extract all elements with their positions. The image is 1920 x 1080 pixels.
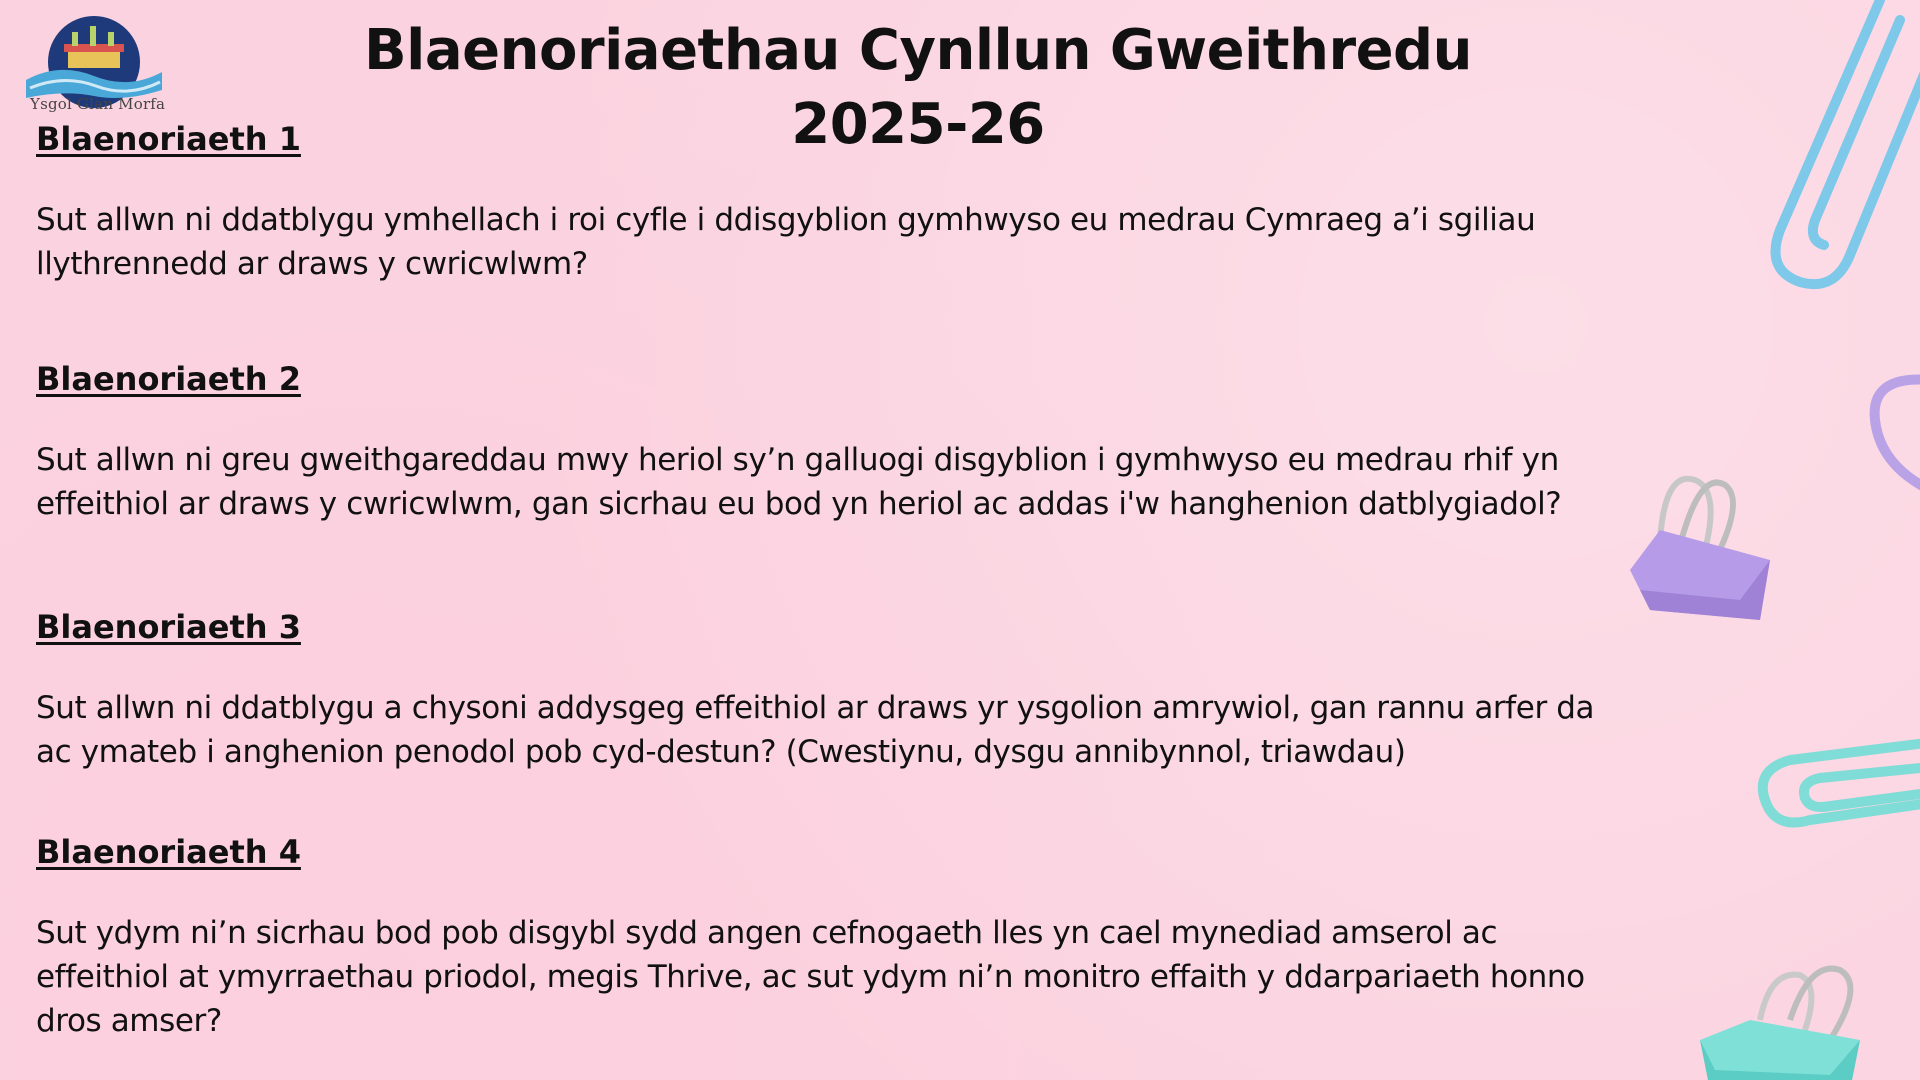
priority-section-2 xyxy=(36,360,1616,526)
priority-text: Sut allwn ni ddatblygu a chysoni addysgeg effeithiol ar draws yr ysgolion amrywiol, gan rannu arfer da ac ymateb i anghenion penodol pob cyd-destun? (Cwestiynu, dysgu annibynnol, triawdau) xyxy=(36,690,1595,770)
priority-text: Sut ydym ni’n sicrhau bod pob disgybl sydd angen cefnogaeth lles yn cael mynediad amserol ac effeithiol at ymyrraethau priodol, megis Thrive, ac sut ydym ni’n monitro effaith y ddarpariaeth honno dros amser? xyxy=(36,915,1585,1039)
priority-heading: Blaenoriaeth 3 xyxy=(36,608,301,646)
logo-text: Ysgol Glan Morfa xyxy=(30,95,166,113)
priority-text: Sut allwn ni ddatblygu ymhellach i roi cyfle i ddisgyblion gymhwyso eu medrau Cymraeg a’i sgiliau llythrennedd ar draws y cwricwlwm? xyxy=(36,202,1536,282)
priority-section-4 xyxy=(36,833,1616,1043)
priority-heading: Blaenoriaeth 1 xyxy=(36,120,301,158)
priority-section-1 xyxy=(36,120,1616,286)
priority-section-3 xyxy=(36,608,1616,774)
binder-clip-purple-icon xyxy=(1620,460,1780,640)
paper-clip-blue-icon xyxy=(1720,0,1920,300)
priority-heading: Blaenoriaeth 4 xyxy=(36,833,301,871)
priority-heading: Blaenoriaeth 2 xyxy=(36,360,301,398)
binder-clip-teal-icon xyxy=(1690,960,1890,1080)
paper-clip-teal-icon xyxy=(1750,720,1920,860)
priority-text: Sut allwn ni greu gweithgareddau mwy heriol sy’n galluogi disgyblion i gymhwyso eu medrau rhif yn effeithiol ar draws y cwricwlwm, gan sicrhau eu bod yn heriol ac addas i'w hanghenion datblygiadol? xyxy=(36,442,1562,522)
title-line-2: 2025-26 xyxy=(791,92,1045,157)
paper-clip-purple-icon xyxy=(1850,370,1920,500)
title-line-1: Blaenoriaethau Cynllun Gweithredu xyxy=(363,18,1472,83)
